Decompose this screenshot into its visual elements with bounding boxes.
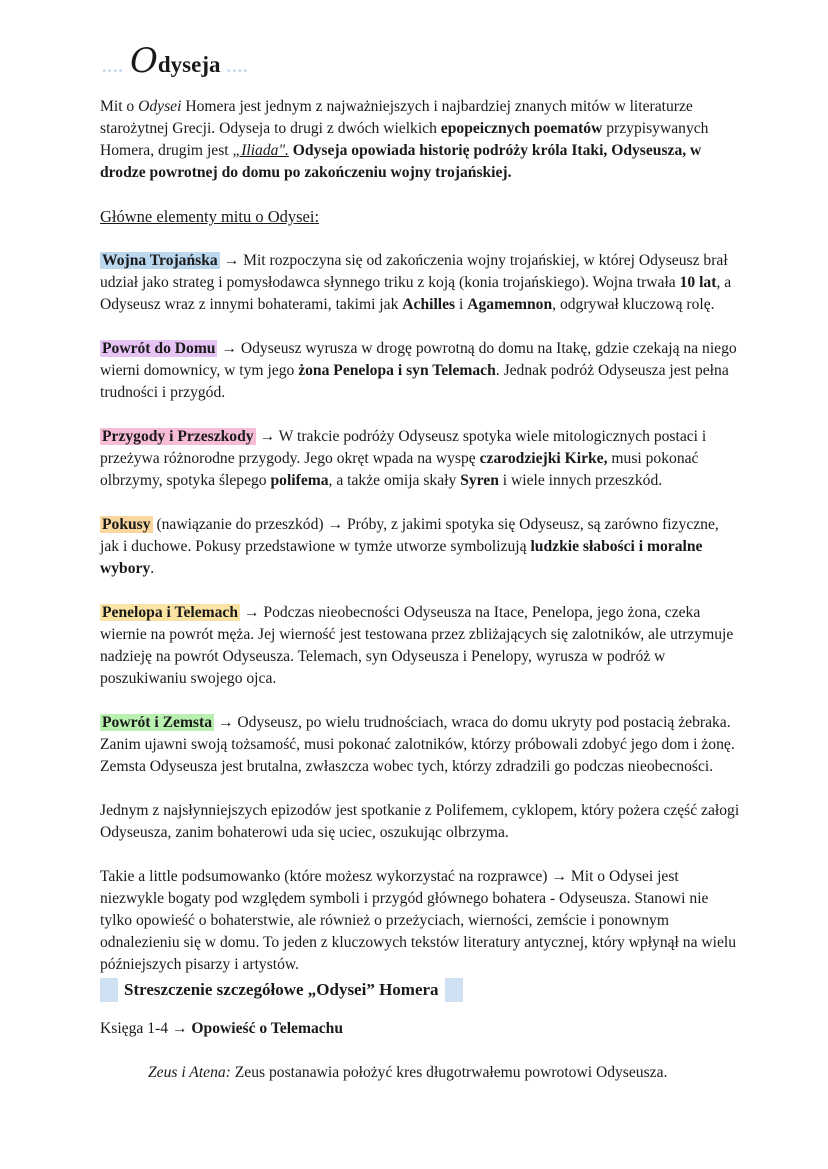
- summary-heading: [100, 976, 740, 1004]
- elements-heading: Główne elementy mitu o Odysei:: [100, 207, 320, 226]
- ksiega-line: Księga 1-4 → Opowieść o Telemachu: [100, 1020, 344, 1037]
- highlight-przygody: Przygody i Przeszkody: [102, 428, 254, 445]
- polifem-paragraph: Jednym z najsłynniejszych epizodów jest spotkanie z Polifemem, cyklopem, który pożera część załogi Odyseusza, zanim bohaterowi uda się uciec, oszukując olbrzyma.: [100, 802, 740, 841]
- highlight-wojna: Wojna Trojańska: [102, 252, 218, 269]
- title-initial: O: [130, 41, 158, 81]
- section-penelopa: Penelopa i Telemach → Podczas nieobecności Odyseusza na Itace, Penelopa, jego żona, czeka wiernie na powrót męża. Jej wierność jest testowana przez zbliżających się zalotników, ale utrzymuje nadzieję na powrót Odyseusza. Telemach, syn Odyseusza i Penelopy, wyrusza w podróż w poszukiwaniu swojego ojca.: [100, 604, 734, 687]
- summary-paragraph: Takie a little podsumowanko (które możesz wykorzystać na rozprawce) → Mit o Odysei jest niezwykle bogaty pod względem symboli i przygód głównego bohatera - Odyseusza. Stanowi nie tylko opowieść o bohaterstwie, ale również o przeżyciach, wierności, zemście i ponownym odnalezieniu się w domu. To jeden z kluczowych tekstów literatury antycznej, który wpłynął na wielu późniejszych pisarzy i artystów.: [100, 868, 737, 973]
- section-wojna: Wojna Trojańska → Mit rozpoczyna się od zakończenia wojny trojańskiej, w której Odyseusz brał udział jako strateg i pomysłodawca słynnego triku z koją (konia trojańskiego). Wojna trwała 10 lat, a Odyseusz wraz z innymi bohaterami, takimi jak Achilles i Agamemnon, odgrywał kluczową rolę.: [100, 252, 732, 313]
- title-text: dyseja: [157, 52, 221, 77]
- section-przygody: Przygody i Przeszkody → W trakcie podróży Odyseusz spotyka wiele mitologicznych postaci i przeżywa różnorodne przygody. Jego okręt wpada na wyspę czarodziejki Kirke, musi pokonać olbrzymy, spotyka ślepego polifema, a także omija skały Syren i wiele innych przeszkód.: [100, 428, 707, 489]
- zeus-line: Zeus i Atena: Zeus postanawia położyć kres długotrwałemu powrotowi Odyseusza.: [148, 1064, 668, 1081]
- section-powrot-do-domu: Powrót do Domu → Odyseusz wyrusza w drogę powrotną do domu na Itakę, gdzie czekają na niego wierni domownicy, w tym jego żona Penelopa i syn Telemach. Jednak podróż Odyseusza jest pełna trudności i przygód.: [100, 340, 737, 401]
- summary-heading-text: Streszczenie szczegółowe „Odysei” Homera: [124, 980, 439, 999]
- title-dots-left: ....: [102, 56, 124, 76]
- heading-decoration-left: [100, 978, 118, 1002]
- highlight-powrot: Powrót do Domu: [102, 340, 216, 357]
- section-pokusy: Pokusy (nawiązanie do przeszkód) → Próby, z jakimi spotyka się Odyseusz, są zarówno fizyczne, jak i duchowe. Pokusy przedstawione w tymże utworze symbolizują ludzkie słabości i moralne wybory.: [100, 516, 719, 577]
- iliada-link: „Iliada".: [232, 142, 289, 159]
- highlight-zemsta: Powrót i Zemsta: [102, 714, 212, 731]
- highlight-penelopa: Penelopa i Telemach: [102, 604, 239, 621]
- title-dots-right: ....: [226, 56, 249, 76]
- heading-decoration-right: [445, 978, 463, 1002]
- highlight-pokusy: Pokusy: [102, 516, 151, 533]
- intro-paragraph: Mit o Odysei Homera jest jednym z najważniejszych i najbardziej znanych mitów w literaturze starożytnej Grecji. Odyseja to drugi z dwóch wielkich epopeicznych poematów przypisywanych Homera, drugim jest „Iliada". Odyseja opowiada historię podróży króla Itaki, Odyseusza, w drodze powrotnej do domu po zakończeniu wojny trojańskiej.: [100, 98, 709, 181]
- document-page: [100, 41, 740, 1084]
- document-title: [102, 41, 740, 94]
- section-zemsta: Powrót i Zemsta → Odyseusz, po wielu trudnościach, wraca do domu ukryty pod postacią żebraka. Zanim ujawni swoją tożsamość, musi pokonać zalotników, którzy próbowali zdobyć jego dom i żonę. Zemsta Odyseusza jest brutalna, zwłaszcza wobec tych, którzy zdradzili go podczas nieobecności.: [100, 714, 735, 775]
